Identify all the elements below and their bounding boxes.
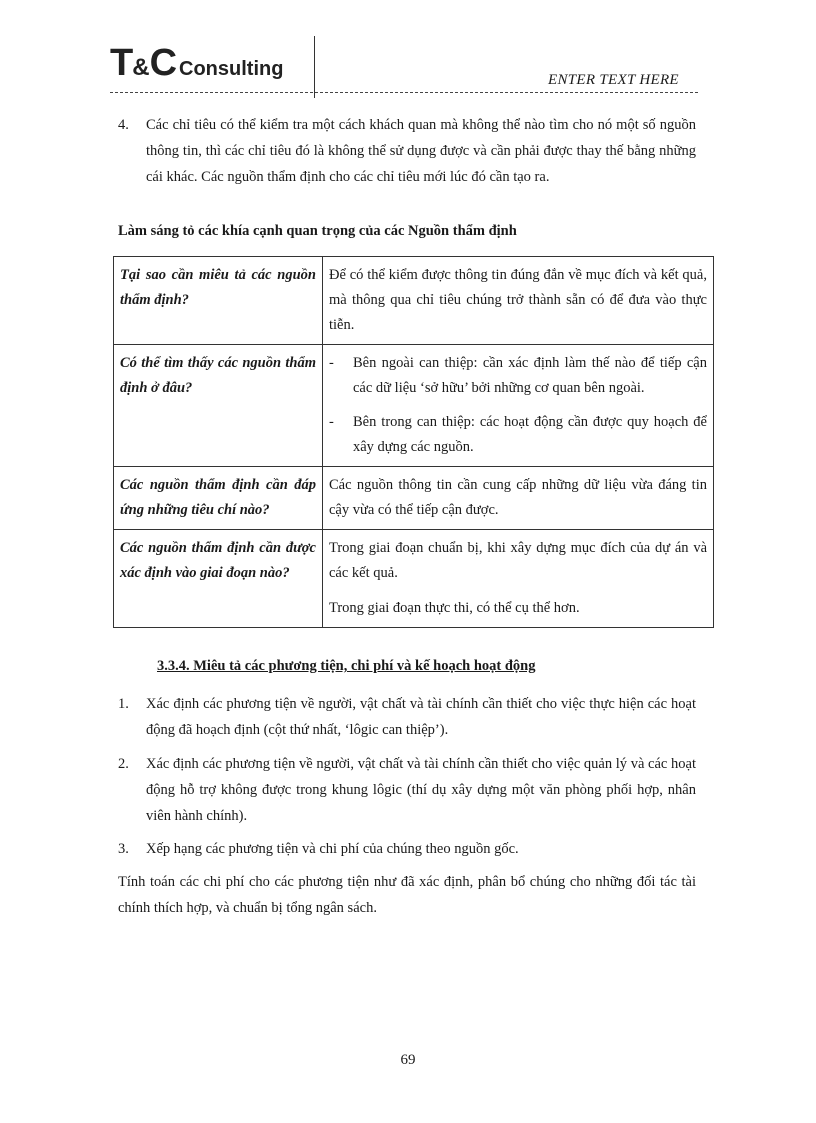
page-number: 69 <box>400 1052 416 1068</box>
bullet-dash: - <box>329 355 334 371</box>
table-row <box>114 257 714 345</box>
verification-sources-table <box>113 256 714 628</box>
table-question: Có thể tìm thấy các nguồn thẩm định ở đâu? <box>114 345 323 467</box>
answer-paragraph: Trong giai đoạn thực thi, có thể cụ thể hơn. <box>329 600 580 616</box>
bullet-item <box>329 351 707 401</box>
table-question: Tại sao cần miêu tả các nguồn thẩm định? <box>114 257 323 345</box>
bullet-dash: - <box>329 414 334 430</box>
list-item-text: Xác định các phương tiện về người, vật chất và tài chính cần thiết cho việc quản lý và các hoạt động hỗ trợ không được trong khung lôgic (thí dụ xây dựng một văn phòng phối hợp, nhân viên hành chính). <box>146 756 696 824</box>
list-item-number: 1. <box>118 696 129 712</box>
table-question: Các nguồn thẩm định cần đáp ứng những tiêu chí nào? <box>114 467 323 530</box>
table-row <box>114 530 714 628</box>
table-row <box>114 345 714 467</box>
answer-paragraph: Trong giai đoạn chuẩn bị, khi xây dựng mục đích của dự án và các kết quả. <box>329 540 707 581</box>
bullet-text: Bên trong can thiệp: các hoạt động cần được quy hoạch để xây dựng các nguồn. <box>353 414 707 455</box>
header-right-text: ENTER TEXT HERE <box>548 72 679 88</box>
logo-letter-c: C <box>149 42 177 84</box>
header-dashed-rule <box>110 92 698 93</box>
list-item-number: 3. <box>118 841 129 857</box>
table-question: Các nguồn thẩm định cần được xác định vào giai đoạn nào? <box>114 530 323 628</box>
intro-item-number: 4. <box>118 117 129 133</box>
logo-ampersand: & <box>132 54 150 81</box>
closing-paragraph: Tính toán các chi phí cho các phương tiện như đã xác định, phân bổ chúng cho những đối tác tài chính thích hợp, và chuẩn bị tổng ngân sách. <box>118 874 696 916</box>
table-answer: Để có thể kiểm được thông tin đúng đắn về mục đích và kết quả, mà thông qua chỉ tiêu chúng trở thành sẵn có để đưa vào thực tiễn. <box>323 257 714 345</box>
intro-item-text: Các chỉ tiêu có thể kiểm tra một cách khách quan mà không thể nào tìm cho nó một số nguồn thông tin, thì các chỉ tiêu đó là không thể sử dụng được và cần phải được thay thế bằng những cái khác. Các nguồn thẩm định cho các chỉ tiêu mới lúc đó cần tạo ra. <box>146 117 696 185</box>
list-item-text: Xếp hạng các phương tiện và chi phí của chúng theo nguồn gốc. <box>146 841 519 857</box>
logo-word: Consulting <box>179 58 284 80</box>
table-answer: Các nguồn thông tin cần cung cấp những dữ liệu vừa đáng tin cậy vừa có thể tiếp cận được. <box>323 467 714 530</box>
table-row <box>114 467 714 530</box>
table-answer <box>323 530 714 628</box>
table-answer <box>323 345 714 467</box>
subsection-title: 3.3.4. Miêu tả các phương tiện, chi phí và kế hoạch hoạt động <box>157 658 536 674</box>
bullet-text: Bên ngoài can thiệp: cần xác định làm thế nào để tiếp cận các dữ liệu ‘sở hữu’ bởi những cơ quan bên ngoài. <box>353 355 707 396</box>
page-header <box>0 0 816 100</box>
section-title: Làm sáng tỏ các khía cạnh quan trọng của các Nguồn thẩm định <box>118 223 517 239</box>
header-divider-vertical <box>314 36 315 98</box>
bullet-item <box>329 410 707 460</box>
logo-letter-t: T <box>110 42 133 84</box>
list-item-number: 2. <box>118 756 129 772</box>
company-logo <box>110 42 283 85</box>
list-item-text: Xác định các phương tiện về người, vật chất và tài chính cần thiết cho việc thực hiện các hoạt động đã hoạch định (cột thứ nhất, ‘lôgic can thiệp’). <box>146 696 696 738</box>
